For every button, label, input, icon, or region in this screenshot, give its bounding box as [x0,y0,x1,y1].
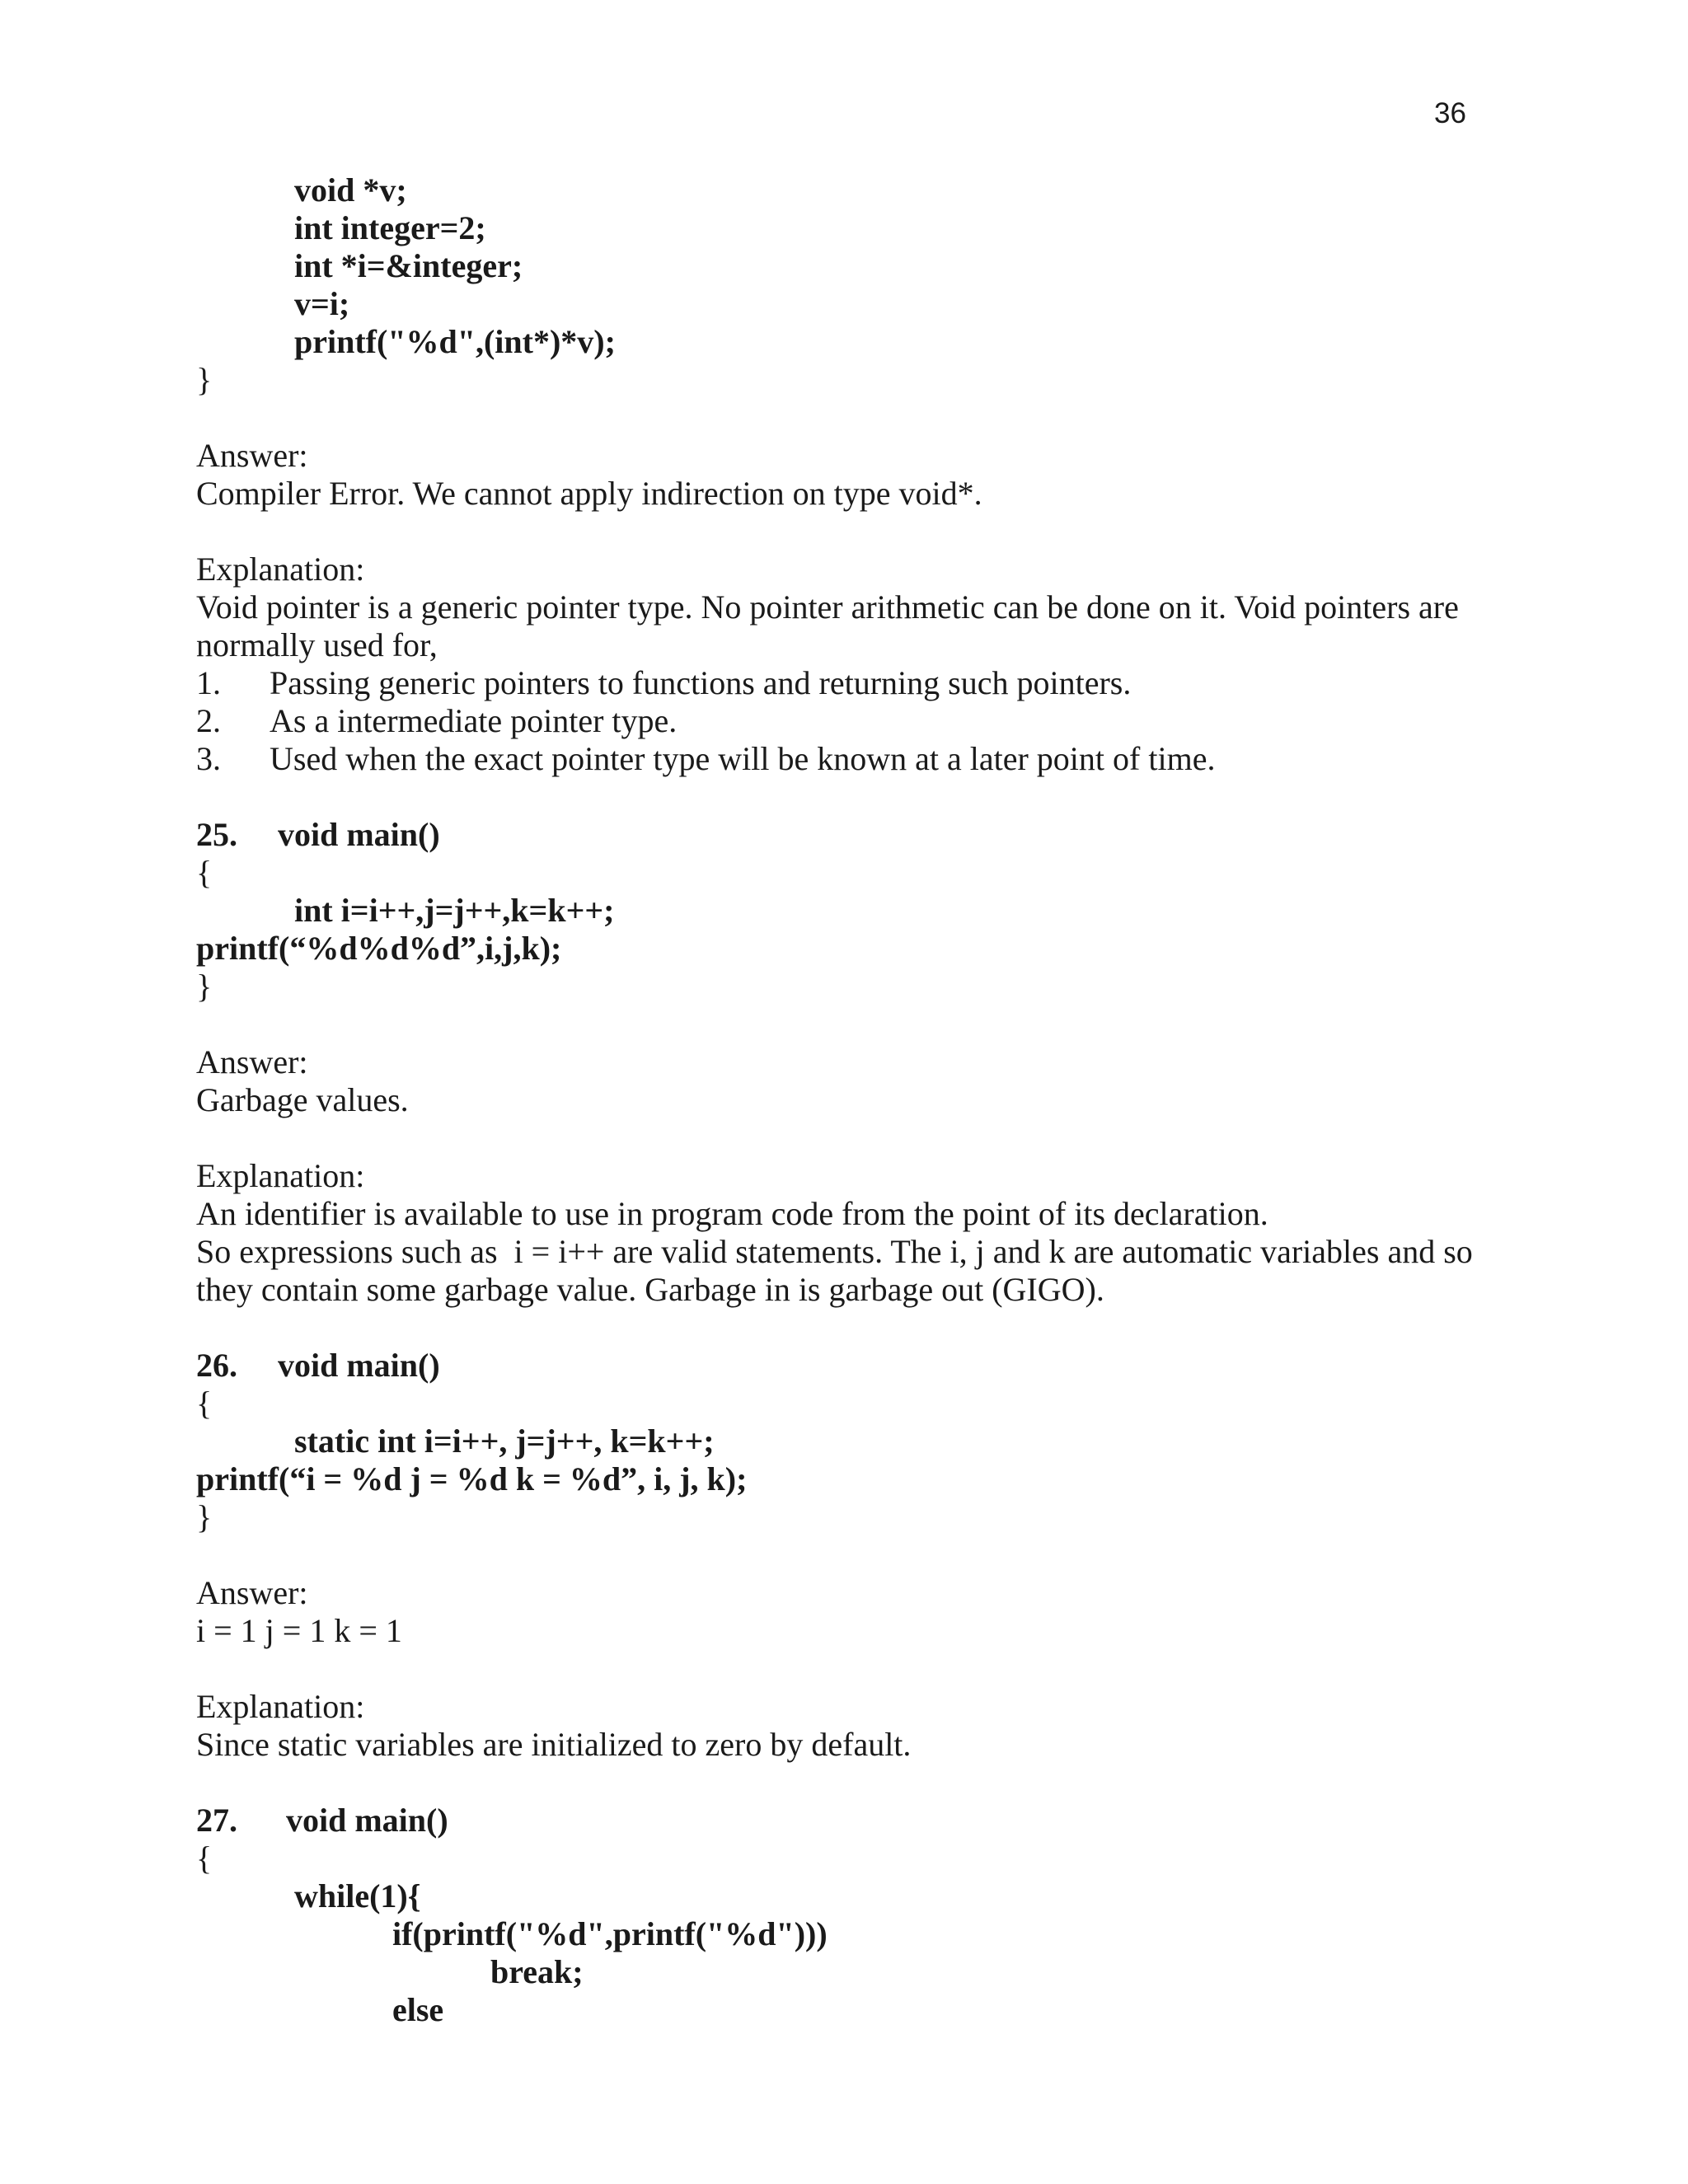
question-title: void main() [286,1802,448,1839]
list-item-text: As a intermediate pointer type. [270,702,678,739]
explanation-label: Explanation: [196,1688,365,1725]
code-line: printf(“%d%d%d”,i,j,k); [196,930,562,967]
page-number: 36 [1434,97,1466,129]
code-line: while(1){ [294,1877,421,1915]
question-number: 25. [196,816,237,853]
explanation-line: So expressions such as i = i++ are valid statements. The i, j and k are automatic variables and so [196,1233,1473,1270]
code-line: printf(“i = %d j = %d k = %d”, i, j, k); [196,1460,748,1497]
question-number: 26. [196,1347,237,1384]
answer-label: Answer: [196,437,308,474]
list-item-text: Passing generic pointers to functions and returning such pointers. [270,664,1132,701]
code-line: if(printf("%d",printf("%d"))) [392,1915,828,1952]
answer-text: i = 1 j = 1 k = 1 [196,1612,402,1649]
explanation-label: Explanation: [196,551,365,588]
code-line: int integer=2; [294,209,486,246]
question-number: 27. [196,1802,237,1839]
open-brace: { [196,1840,213,1877]
list-item-number: 3. [196,740,221,777]
close-brace: } [196,968,213,1005]
answer-text: Compiler Error. We cannot apply indirection on type void*. [196,475,982,512]
list-item-number: 2. [196,702,221,739]
explanation-label: Explanation: [196,1157,365,1194]
explanation-line: Void pointer is a generic pointer type. No pointer arithmetic can be done on it. Void pointers are [196,588,1459,626]
explanation-line: they contain some garbage value. Garbage in is garbage out (GIGO). [196,1271,1104,1308]
list-item-text: Used when the exact pointer type will be known at a later point of time. [270,740,1216,777]
code-line: v=i; [294,285,350,322]
answer-label: Answer: [196,1574,308,1611]
question-title: void main() [278,1347,440,1384]
code-line: static int i=i++, j=j++, k=k++; [294,1422,715,1460]
code-line: printf("%d",(int*)*v); [294,323,616,360]
question-title: void main() [278,816,440,853]
answer-text: Garbage values. [196,1081,409,1118]
code-line: else [392,1991,444,2028]
open-brace: { [196,854,213,891]
code-line: int i=i++,j=j++,k=k++; [294,892,615,929]
code-line: break; [490,1953,584,1990]
close-brace: } [196,361,213,398]
code-line: void *v; [294,171,407,209]
answer-label: Answer: [196,1043,308,1080]
explanation-line: normally used for, [196,626,438,663]
open-brace: { [196,1385,213,1422]
list-item-number: 1. [196,664,221,701]
close-brace: } [196,1498,213,1535]
code-line: int *i=&integer; [294,247,523,284]
explanation-line: Since static variables are initialized to zero by default. [196,1726,912,1763]
explanation-line: An identifier is available to use in program code from the point of its declaration. [196,1195,1268,1232]
